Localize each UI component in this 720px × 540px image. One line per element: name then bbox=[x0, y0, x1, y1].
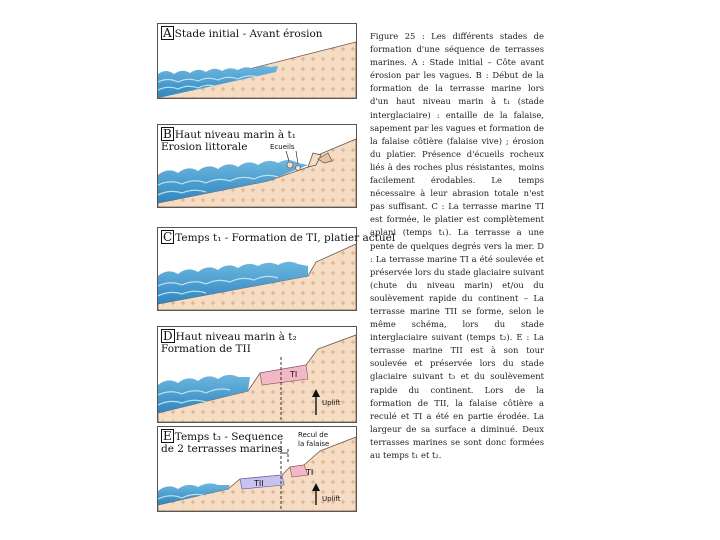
panel-letter: E bbox=[163, 429, 172, 443]
panel-e-label bbox=[161, 429, 283, 455]
reef-rock bbox=[287, 162, 293, 168]
figure-caption: Figure 25 : Les différents stades de formation d'une séquence de terrasses marines. A : Stade initial – Côte avant érosion par les vagues. B : Début de la formation de la terrasse marine lors d'un haut niveau marin à t₁ (stade interglaciaire) : entaille de la falaise, sapement par les vagues et formation de la falaise côtière (falaise vive) ; érosion du platier. Présence d'écueils rocheux liés à des roches plus résistantes, moins facilement érodables. Le temps nécessaire à leur abrasion totale n'est pas suffisant. C : La terrasse marine TI est formée, le platier est complètement aplani (temps t₁). La terrasse a une pente de quelques degrés vers la mer. D : La terrasse marine TI a été soulevée et préservée lors du stade glaciaire suivant (chute du niveau marin) et/ou du soulèvement rapide du continent – La terrasse marine TII se forme, selon le même schéma, lors du stade interglaciaire suivant (temps t₂). E : La terrasse marine TII est à son tour soulevée et préservée lors du stade glaciaire suivant t₃ et du soulèvement rapide du continent. Lors de la formation de TII, la falaise côtière a reculé et TI a été en partie érodée. La largeur de sa surface a diminué. Deux terrasses marines se sont donc formées au temps t₁ et t₂. bbox=[370, 31, 544, 460]
panel-title: Temps t₁ - Formation de TI, platier actuel bbox=[175, 232, 396, 244]
panel-title: Temps t₃ - Sequence de 2 terrasses marines bbox=[161, 431, 284, 455]
panel-d bbox=[157, 326, 357, 423]
panel-b bbox=[157, 124, 357, 208]
panel-c-label bbox=[161, 230, 395, 244]
cliff-retreat-line-1: Recul de bbox=[298, 431, 329, 439]
panel-title: Stade initial - Avant érosion bbox=[174, 28, 323, 40]
panel-e bbox=[157, 426, 357, 512]
panel-a bbox=[157, 23, 357, 99]
panel-c bbox=[157, 227, 396, 311]
uplift-label: Uplift bbox=[322, 399, 341, 407]
annotation-arrow bbox=[296, 151, 298, 164]
ecueils-label: Ecueils bbox=[270, 143, 295, 151]
panel-letter: A bbox=[163, 26, 172, 40]
terrace-ti-label: TI bbox=[306, 468, 314, 477]
cliff-retreat-label bbox=[298, 431, 330, 448]
panel-title: Haut niveau marin à t₁ Erosion littorale bbox=[161, 129, 296, 153]
panel-title: Haut niveau marin à t₂ Formation de TII bbox=[161, 331, 297, 355]
panel-letter: C bbox=[163, 230, 173, 244]
panel-letter: D bbox=[163, 329, 173, 343]
panel-b-label bbox=[161, 127, 296, 153]
cliff-retreat-line-2: la falaise bbox=[298, 440, 330, 448]
terrace-tii-label: TII bbox=[254, 479, 264, 488]
terrace-ti-label: TI bbox=[290, 370, 298, 379]
uplift-label: Uplift bbox=[322, 495, 341, 503]
panel-letter: B bbox=[163, 127, 172, 141]
panel-a-label bbox=[161, 26, 323, 40]
reef-rock bbox=[296, 166, 301, 171]
panel-d-label bbox=[161, 329, 297, 355]
